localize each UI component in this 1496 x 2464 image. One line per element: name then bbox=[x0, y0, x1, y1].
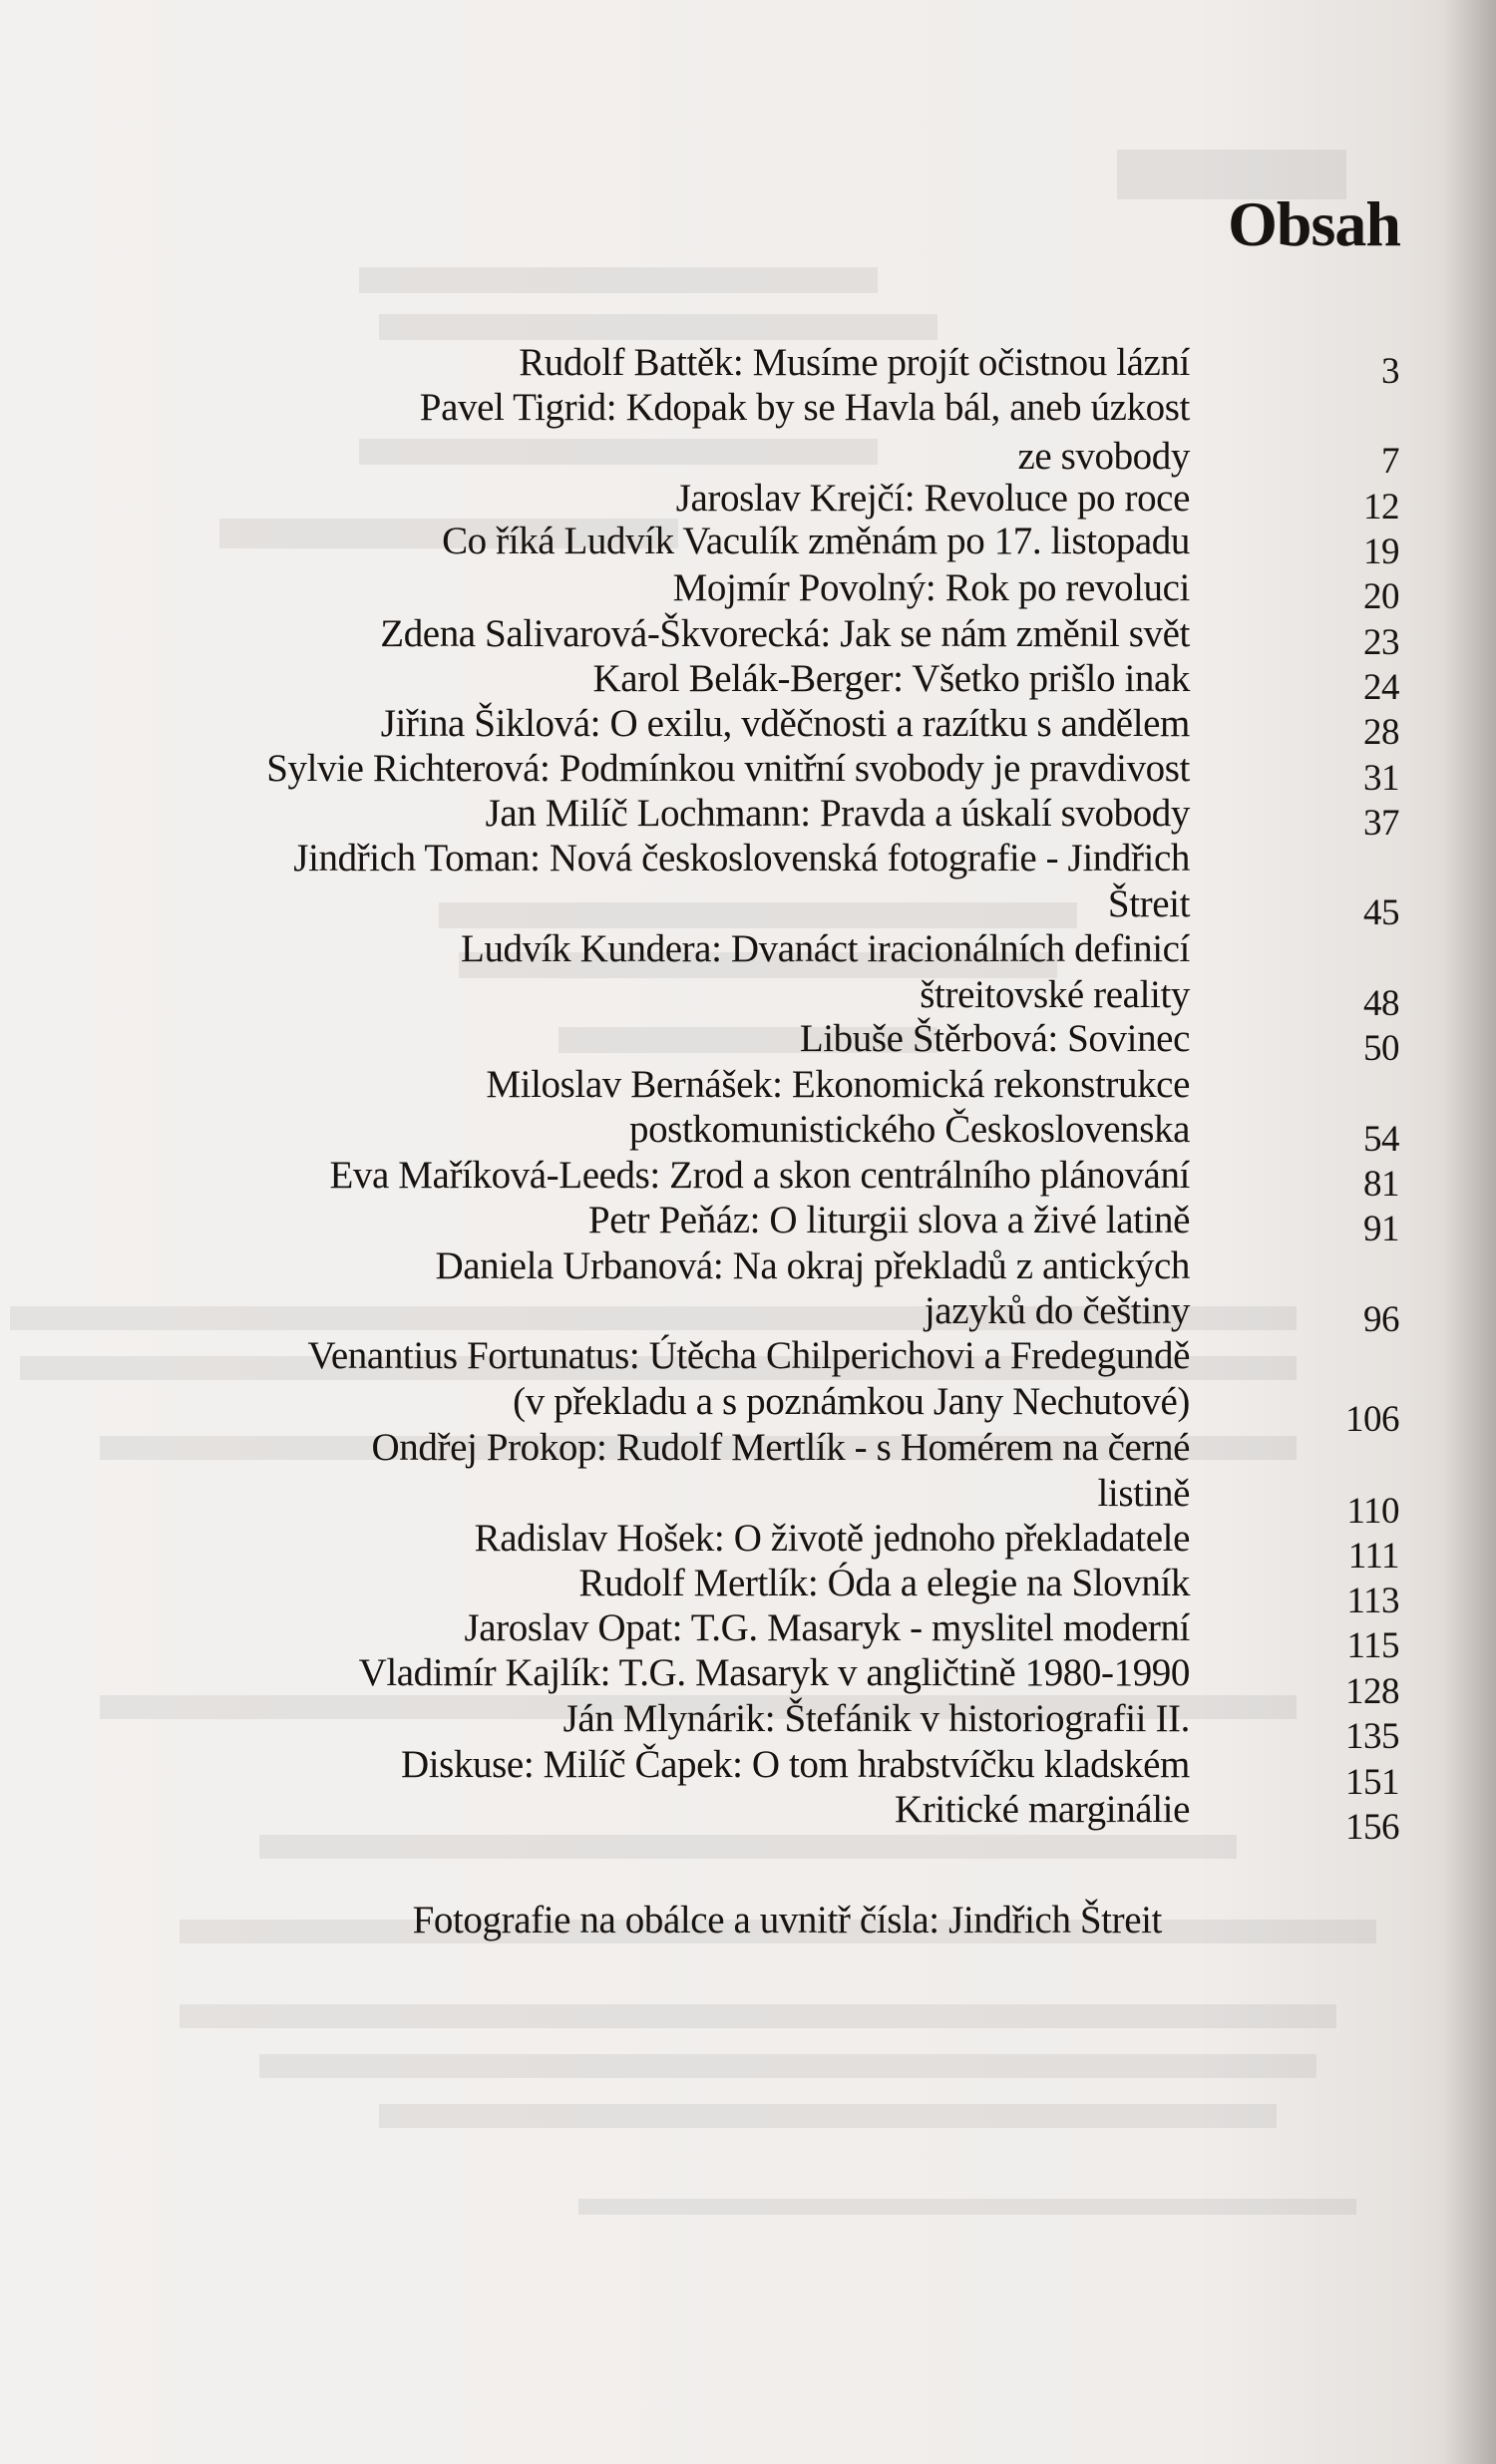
toc-entry-page: 31 bbox=[1363, 758, 1399, 799]
toc-entry-title: Vladimír Kajlík: T.G. Masaryk v angličtině 1980-1990 bbox=[358, 1651, 1190, 1694]
toc-entry-title: Jindřich Toman: Nová československá fotografie - Jindřich bbox=[293, 837, 1190, 880]
toc-entry-title: Radislav Hošek: O životě jednoho překladatele bbox=[474, 1517, 1190, 1560]
toc-entry-title: Diskuse: Milíč Čapek: O tom hrabstvíčku kladském bbox=[400, 1743, 1190, 1786]
toc-entry-title: Kritické marginálie bbox=[895, 1788, 1190, 1831]
toc-entry-title: Rudolf Mertlík: Óda a elegie na Slovník bbox=[578, 1562, 1190, 1604]
toc-entry-title: Miloslav Bernášek: Ekonomická rekonstrukce bbox=[486, 1063, 1190, 1106]
toc-entry-page: 113 bbox=[1346, 1581, 1399, 1621]
toc-entry-page: 128 bbox=[1345, 1671, 1399, 1712]
toc-entry-title: Jaroslav Opat: T.G. Masaryk - myslitel moderní bbox=[464, 1606, 1190, 1649]
toc-entry-page: 37 bbox=[1363, 803, 1399, 844]
toc-entry-title: Zdena Salivarová-Škvorecká: Jak se nám změnil svět bbox=[380, 612, 1190, 655]
toc-entry-page: 135 bbox=[1345, 1716, 1399, 1757]
toc-entry-page: 115 bbox=[1346, 1625, 1399, 1666]
toc-entry-title: Venantius Fortunatus: Útěcha Chilperichovi a Fredegundě bbox=[307, 1334, 1190, 1377]
toc-entry-title: Ján Mlynárik: Štefánik v historiografii II. bbox=[562, 1697, 1190, 1740]
toc-entry-title-continued: ze svobody bbox=[1017, 435, 1190, 478]
toc-entry-page: 156 bbox=[1345, 1807, 1399, 1848]
toc-entry-page: 24 bbox=[1363, 667, 1399, 708]
toc-entry-title: Jan Milíč Lochmann: Pravda a úskalí svobody bbox=[485, 792, 1190, 835]
toc-entry-page: 111 bbox=[1347, 1536, 1399, 1577]
toc-entry-title-continued: Štreit bbox=[1107, 882, 1190, 925]
toc-entry-title: Petr Peňáz: O liturgii slova a živé latině bbox=[587, 1199, 1190, 1241]
toc-entry-title: Jaroslav Krejčí: Revoluce po roce bbox=[675, 477, 1190, 520]
toc-entry-page: 91 bbox=[1363, 1209, 1399, 1249]
toc-entry-page: 23 bbox=[1363, 622, 1399, 663]
toc-entry-title: Ondřej Prokop: Rudolf Mertlík - s Homérem na černé bbox=[371, 1426, 1190, 1469]
toc-entry-page: 12 bbox=[1363, 487, 1399, 528]
toc-entry-title-continued: štreitovské reality bbox=[920, 973, 1190, 1016]
toc-entry-page: 45 bbox=[1363, 892, 1399, 933]
toc-entry-title: Jiřina Šiklová: O exilu, vděčnosti a razítku s andělem bbox=[380, 702, 1190, 745]
toc-entry-page: 81 bbox=[1363, 1164, 1399, 1205]
toc-entry-page: 48 bbox=[1363, 983, 1399, 1024]
toc-entry-page: 3 bbox=[1381, 351, 1399, 392]
binding-shadow bbox=[1444, 0, 1496, 2464]
toc-entry-title: Libuše Štěrbová: Sovinec bbox=[799, 1017, 1190, 1060]
toc-entry-title: Daniela Urbanová: Na okraj překladů z antických bbox=[435, 1244, 1190, 1287]
toc-entry-title-continued: postkomunistického Československa bbox=[628, 1108, 1190, 1151]
toc-entry-page: 28 bbox=[1363, 712, 1399, 753]
toc-entry-title-continued: jazyků do češtiny bbox=[924, 1289, 1190, 1332]
toc-entry-title: Co říká Ludvík Vaculík změnám po 17. listopadu bbox=[442, 520, 1190, 562]
toc-entry-page: 7 bbox=[1381, 441, 1399, 482]
toc-entry-title: Ludvík Kundera: Dvanáct iracionálních definicí bbox=[461, 927, 1190, 970]
toc-entry-page: 96 bbox=[1363, 1299, 1399, 1340]
toc-entry-page: 20 bbox=[1363, 576, 1399, 617]
toc-entry-title: Rudolf Battěk: Musíme projít očistnou lázní bbox=[519, 341, 1190, 384]
toc-entry-page: 106 bbox=[1345, 1399, 1399, 1440]
toc-entry-page: 110 bbox=[1346, 1491, 1399, 1532]
toc-entry-title: Eva Maříková-Leeds: Zrod a skon centrálního plánování bbox=[329, 1154, 1190, 1197]
toc-entry-title: Pavel Tigrid: Kdopak by se Havla bál, aneb úzkost bbox=[419, 386, 1190, 429]
toc-entry-title-continued: (v překladu a s poznámkou Jany Nechutové) bbox=[513, 1380, 1190, 1423]
toc-entry-title-continued: listině bbox=[1097, 1472, 1190, 1515]
toc-entry-title: Sylvie Richterová: Podmínkou vnitřní svobody je pravdivost bbox=[266, 747, 1190, 790]
toc-entry-page: 50 bbox=[1363, 1028, 1399, 1069]
toc-entry-page: 54 bbox=[1363, 1119, 1399, 1160]
toc-entry-title: Mojmír Povolný: Rok po revoluci bbox=[672, 566, 1190, 609]
page-title: Obsah bbox=[1228, 188, 1400, 259]
toc-entry-page: 19 bbox=[1363, 531, 1399, 572]
toc-entry-page: 151 bbox=[1345, 1762, 1399, 1803]
toc-entry-title: Karol Belák-Berger: Všetko prišlo inak bbox=[592, 657, 1190, 700]
photo-credit: Fotografie na obálce a uvnitř čísla: Jindřich Štreit bbox=[412, 1899, 1162, 1941]
